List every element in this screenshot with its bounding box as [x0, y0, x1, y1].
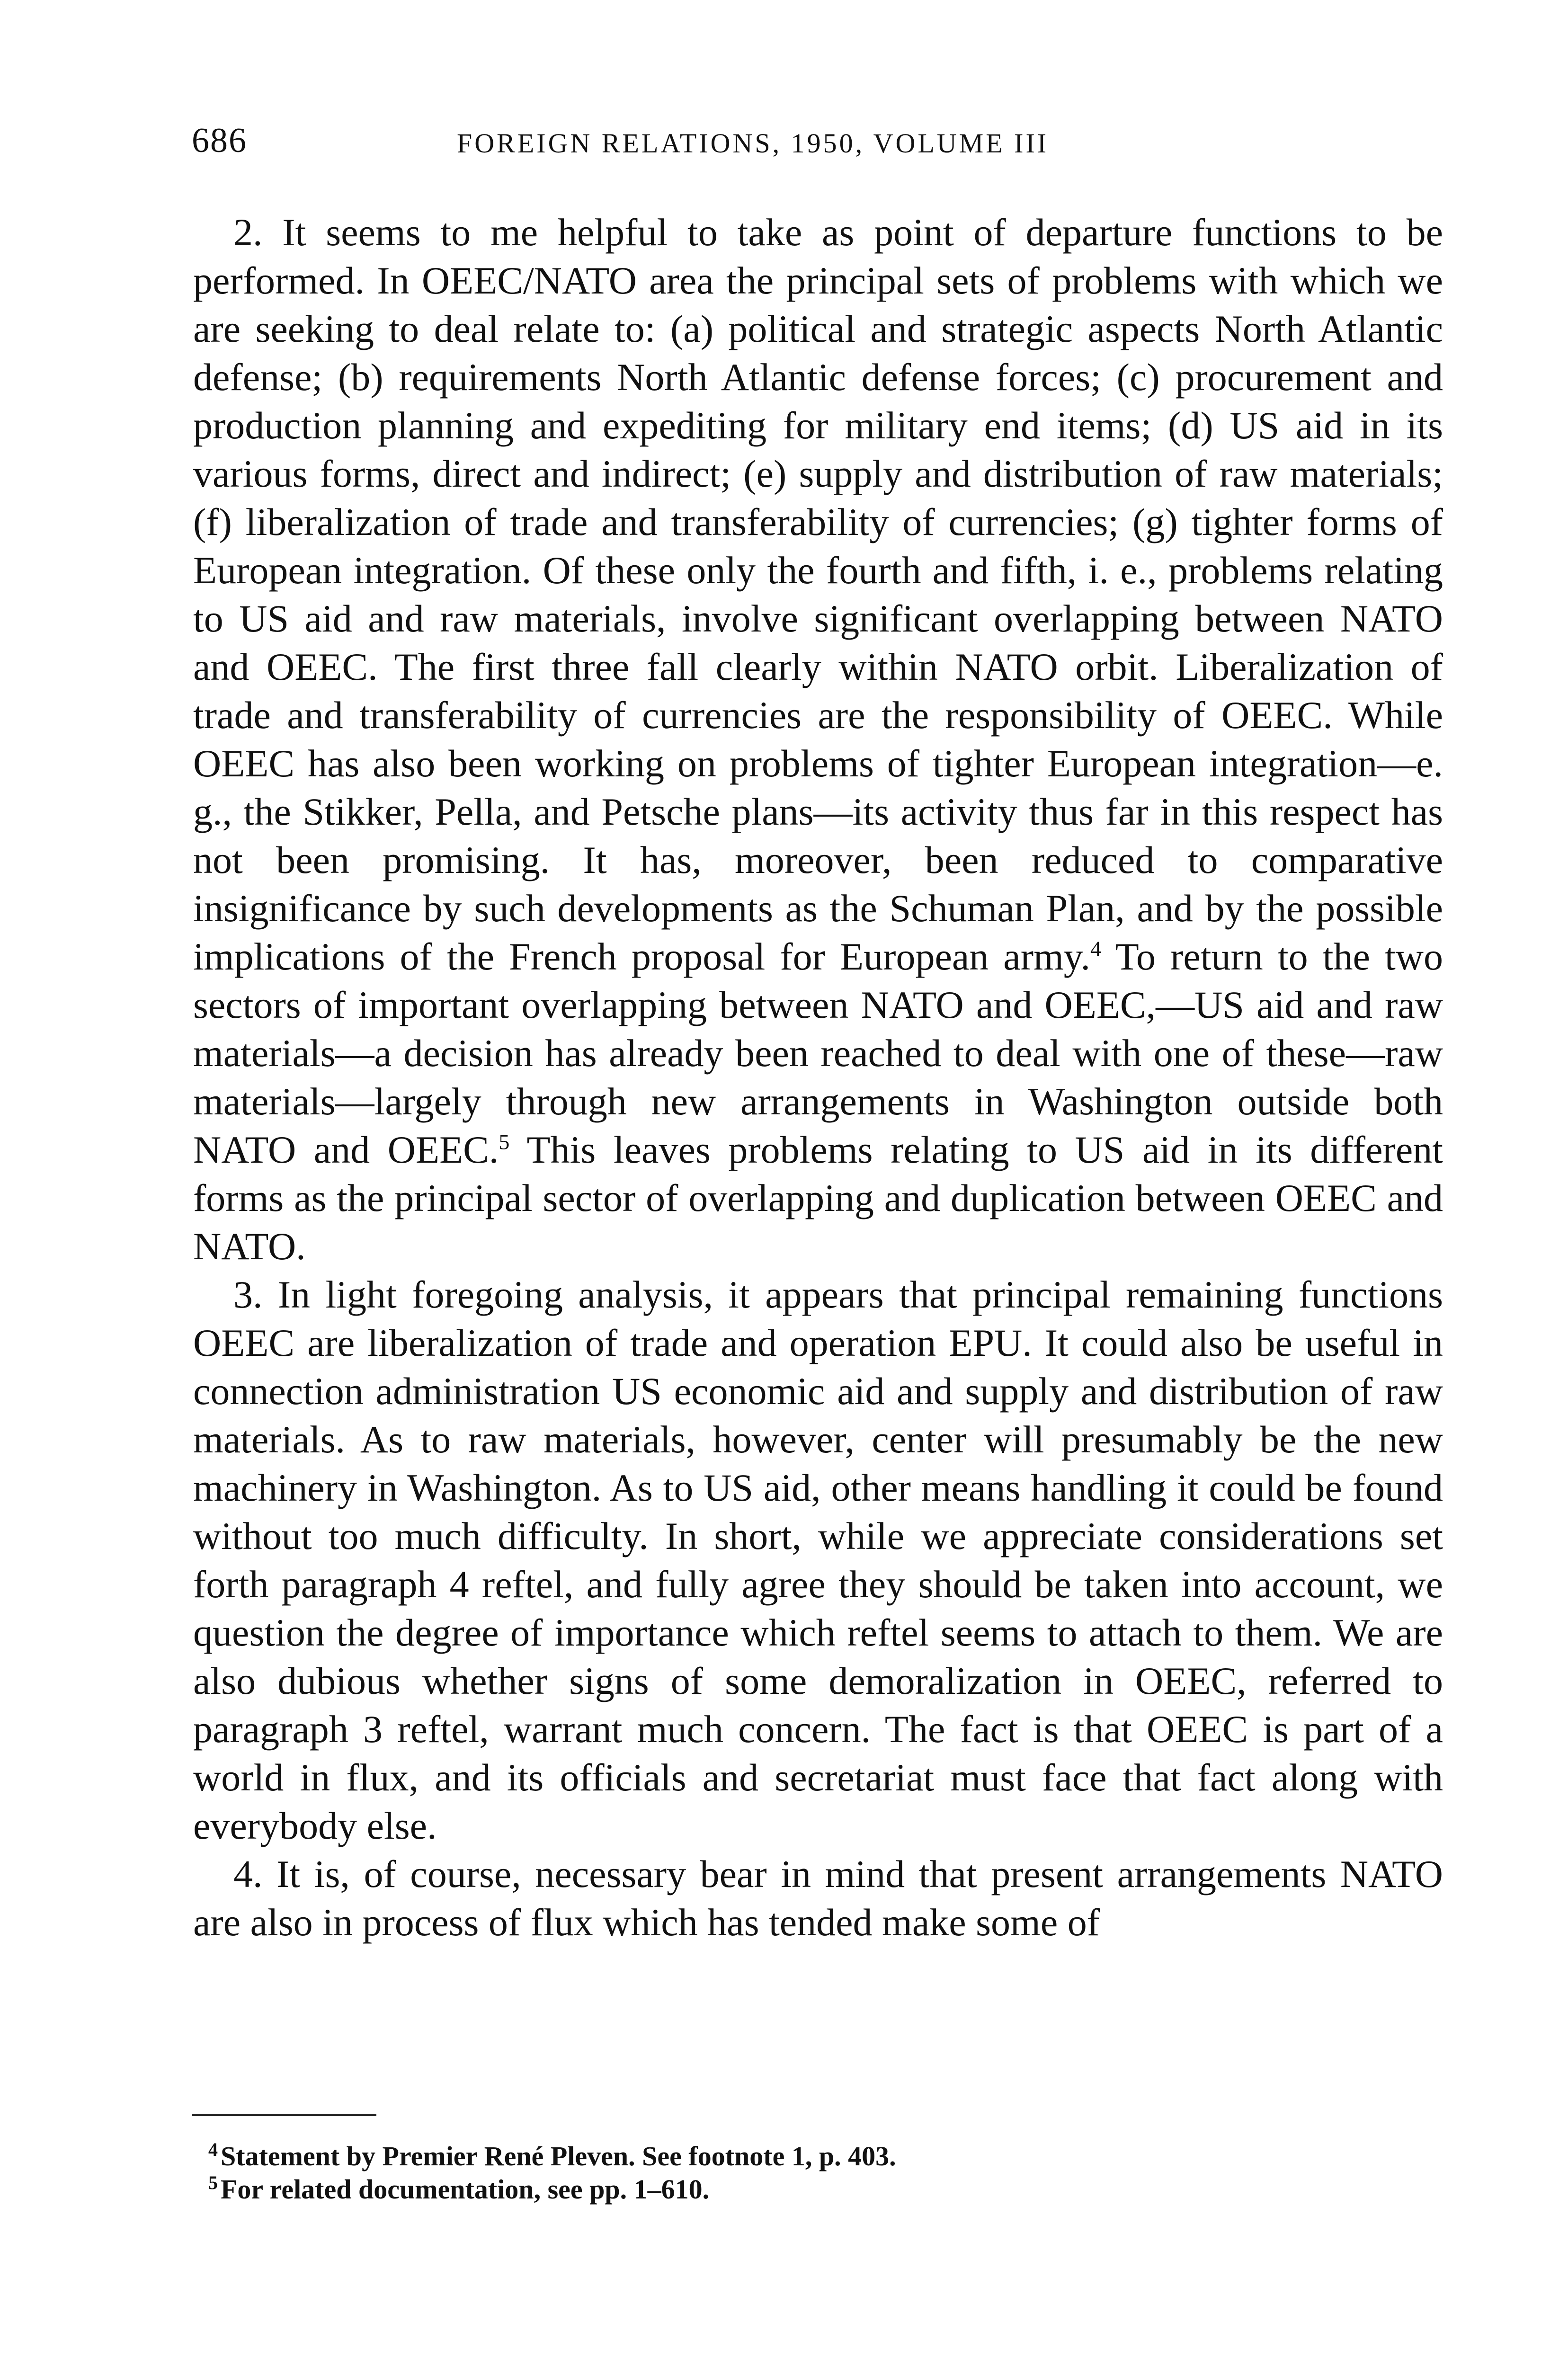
footnote-5-text: For related documentation, see pp. 1–610.: [221, 2174, 710, 2205]
footnotes: [208, 2140, 1392, 2206]
paragraph-2-text: 2. It seems to me helpful to take as point of departure functions to be performed. In OEEC/NATO area the principal sets of problems with which we are seeking to deal relate to: (a) political and strategic aspects North Atlantic defense; (b) requirements North Atlantic defense forces; (c) procurement and production planning and expediting for military end items; (d) US aid in its various forms, direct and indirect; (e) supply and distribution of raw materials; (f) liberalization of trade and transferability of currencies; (g) tighter forms of European integration. Of these only the fourth and fifth, i. e., problems relating to US aid and raw materials, involve significant overlapping between NATO and OEEC. The first three fall clearly within NATO orbit. Liberalization of trade and transferability of currencies are the responsibility of OEEC. While OEEC has also been working on problems of tighter European integration—e. g., the Stikker, Pella, and Petsche plans—its activity thus far in this respect has not been promising. It has, moreover, been reduced to comparative insignificance by such developments as the Schuman Plan, and by the possible implications of the French proposal for European army.: [193, 211, 1443, 978]
footnote-4: [208, 2140, 1392, 2173]
page-number: 686: [192, 121, 247, 160]
running-title: FOREIGN RELATIONS, 1950, VOLUME III: [457, 128, 1049, 159]
body-text: [193, 208, 1443, 1947]
footnote-divider: [192, 2114, 376, 2116]
footnote-5: [208, 2173, 1392, 2206]
footnote-4-text: Statement by Premier René Pleven. See footnote 1, p. 403.: [221, 2141, 896, 2171]
paragraph-2-end: This leaves problems relating to US aid in its different forms as the principal sector of overlapping and duplication between OEEC and NATO.: [193, 1128, 1443, 1268]
paragraph-4: 4. It is, of course, necessary bear in mind that present arrangements NATO are also in process of flux which has tended make some of: [193, 1852, 1443, 1944]
running-head: [192, 121, 1233, 163]
footnote-5-mark: 5: [208, 2171, 218, 2193]
footnote-ref-5: 5: [499, 1130, 510, 1154]
paragraph-2: [193, 208, 1443, 1271]
paragraph-3: 3. In light foregoing analysis, it appears that principal remaining functions OEEC are liberalization of trade and operation EPU. It could also be useful in connection administration US economic aid and supply and distribution of raw materials. As to raw materials, however, center will presumably be the new machinery in Washington. As to US aid, other means handling it could be found without too much difficulty. In short, while we appreciate considerations set forth paragraph 4 reftel, and fully agree they should be taken into account, we question the degree of importance which reftel seems to attach to them. We are also dubious whether signs of some demoralization in OEEC, referred to paragraph 3 reftel, warrant much concern. The fact is that OEEC is part of a world in flux, and its officials and secretariat must face that fact along with everybody else.: [193, 1273, 1443, 1847]
footnote-ref-4: 4: [1090, 936, 1101, 961]
footnote-4-mark: 4: [208, 2138, 218, 2160]
paragraph-2-continued: To return to the two sectors of important overlapping between NATO and OEEC,—US aid and raw materials—a decision has already been reached to deal with one of these—raw materials—largely through new arrangements in Washington outside both NATO and OEEC.: [193, 935, 1443, 1171]
